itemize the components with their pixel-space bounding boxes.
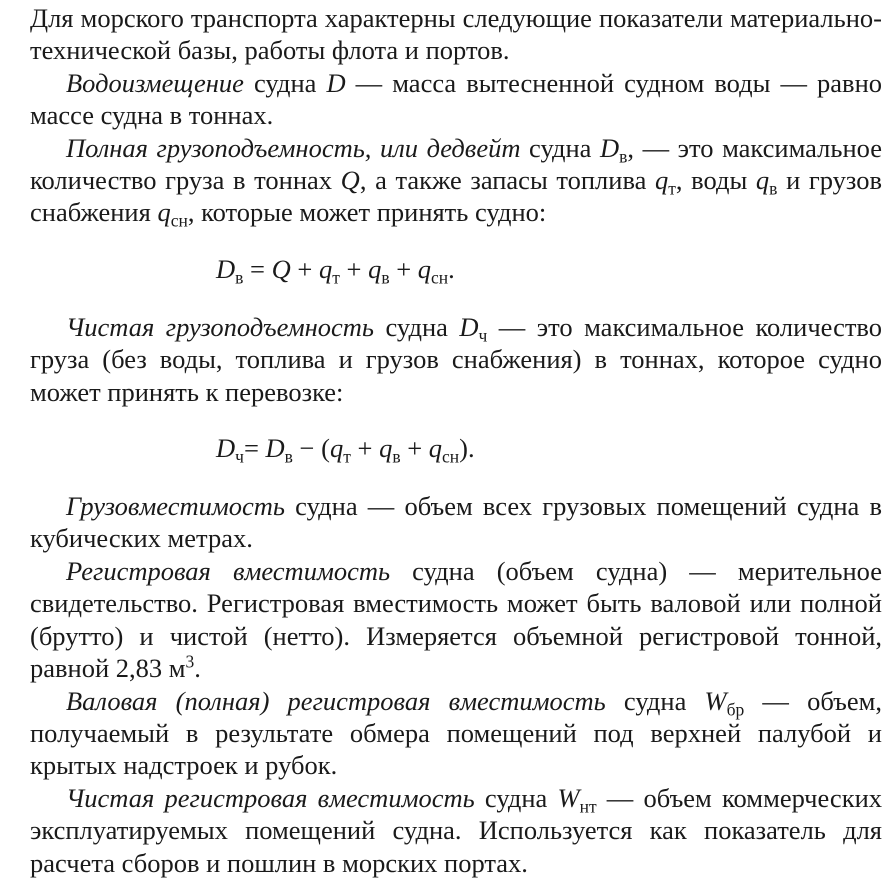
text: — масса вытесненной судном воды — равно массе судна в тоннах. (30, 67, 883, 131)
text: , которые может принять судно: (187, 197, 547, 228)
symbol-d: D (326, 67, 346, 98)
net-capacity-paragraph (30, 311, 882, 408)
formula-net-capacity: $D_ч= D_в - (q_т + q_в + q_{сн})$. (216, 433, 475, 467)
symbol-dch: $D_ч$ (459, 311, 488, 346)
text: , воды (675, 165, 756, 196)
text: судна (520, 132, 601, 163)
text: судна (374, 311, 460, 342)
text: — объем, получаемый в результате обмера помещений под верхней палубой и крытых надстроек и рубок. (30, 685, 882, 781)
text: и грузов снабжения (30, 165, 882, 228)
symbol-dv: $D_в$ (600, 132, 628, 167)
displacement-paragraph (30, 67, 882, 132)
symbol-qt: $q_т$ (655, 165, 676, 199)
text: — это максимальное количество груза (без воды, топлива и грузов снабжения) в тоннах, которое судно может принять к перевозке: (30, 311, 882, 407)
term-net-register: Чистая регистровая вместимость (66, 782, 475, 813)
text: судна (605, 685, 705, 716)
symbol-wbr: $W_{бр}$ (704, 685, 745, 720)
text: судна — объем всех грузовых помещений судна в кубических метрах. (30, 491, 882, 554)
text: . (194, 653, 201, 684)
symbol-q: Q (340, 165, 360, 196)
term-gross-register: Валовая (полная) регистровая вместимость (66, 685, 606, 716)
term-net-capacity: Чистая грузоподъемность (66, 311, 374, 342)
text: судна (объем судна) — мерительное свидетельство. Регистровая вместимость может быть валовой или полной (брутто) и чистой (нетто). Измеряется объемной регистровой тонной, равной 2,83 м (30, 555, 883, 684)
symbol-qv: $q_в$ (755, 165, 778, 199)
register-capacity-paragraph (30, 555, 882, 685)
term-displacement: Водоизмещение (66, 67, 244, 98)
text: — объем коммерческих эксплуатируемых помещений судна. Используется как показатель для расчета сборов и пошлин в морских портах. (30, 782, 883, 878)
cargo-capacity-paragraph (30, 490, 882, 555)
formula-deadweight: $D_в = Q + q_т + q_в + q_{сн}$. (216, 253, 455, 288)
text: , а также запасы топлива (359, 165, 656, 196)
net-register-paragraph (30, 782, 882, 879)
symbol-wnt: $W_{нт}$ (557, 782, 597, 817)
text: , — это максимальное количество груза в тоннах (30, 132, 882, 196)
term-register-capacity: Регистровая вместимость (66, 555, 391, 586)
text: судна (243, 67, 327, 98)
superscript-3: 3 (185, 651, 195, 672)
intro-paragraph: Для морского транспорта характерны следующие показатели материально-технической базы, работы флота и портов. (30, 3, 882, 66)
symbol-qsn: $q_{сн}$ (157, 197, 188, 232)
term-deadweight: Полная грузоподъемность, или дедвейт (66, 132, 521, 163)
term-cargo-capacity: Грузовместимость (66, 491, 285, 522)
text: судна (474, 782, 558, 813)
gross-register-paragraph (30, 685, 882, 782)
deadweight-paragraph (30, 132, 882, 232)
